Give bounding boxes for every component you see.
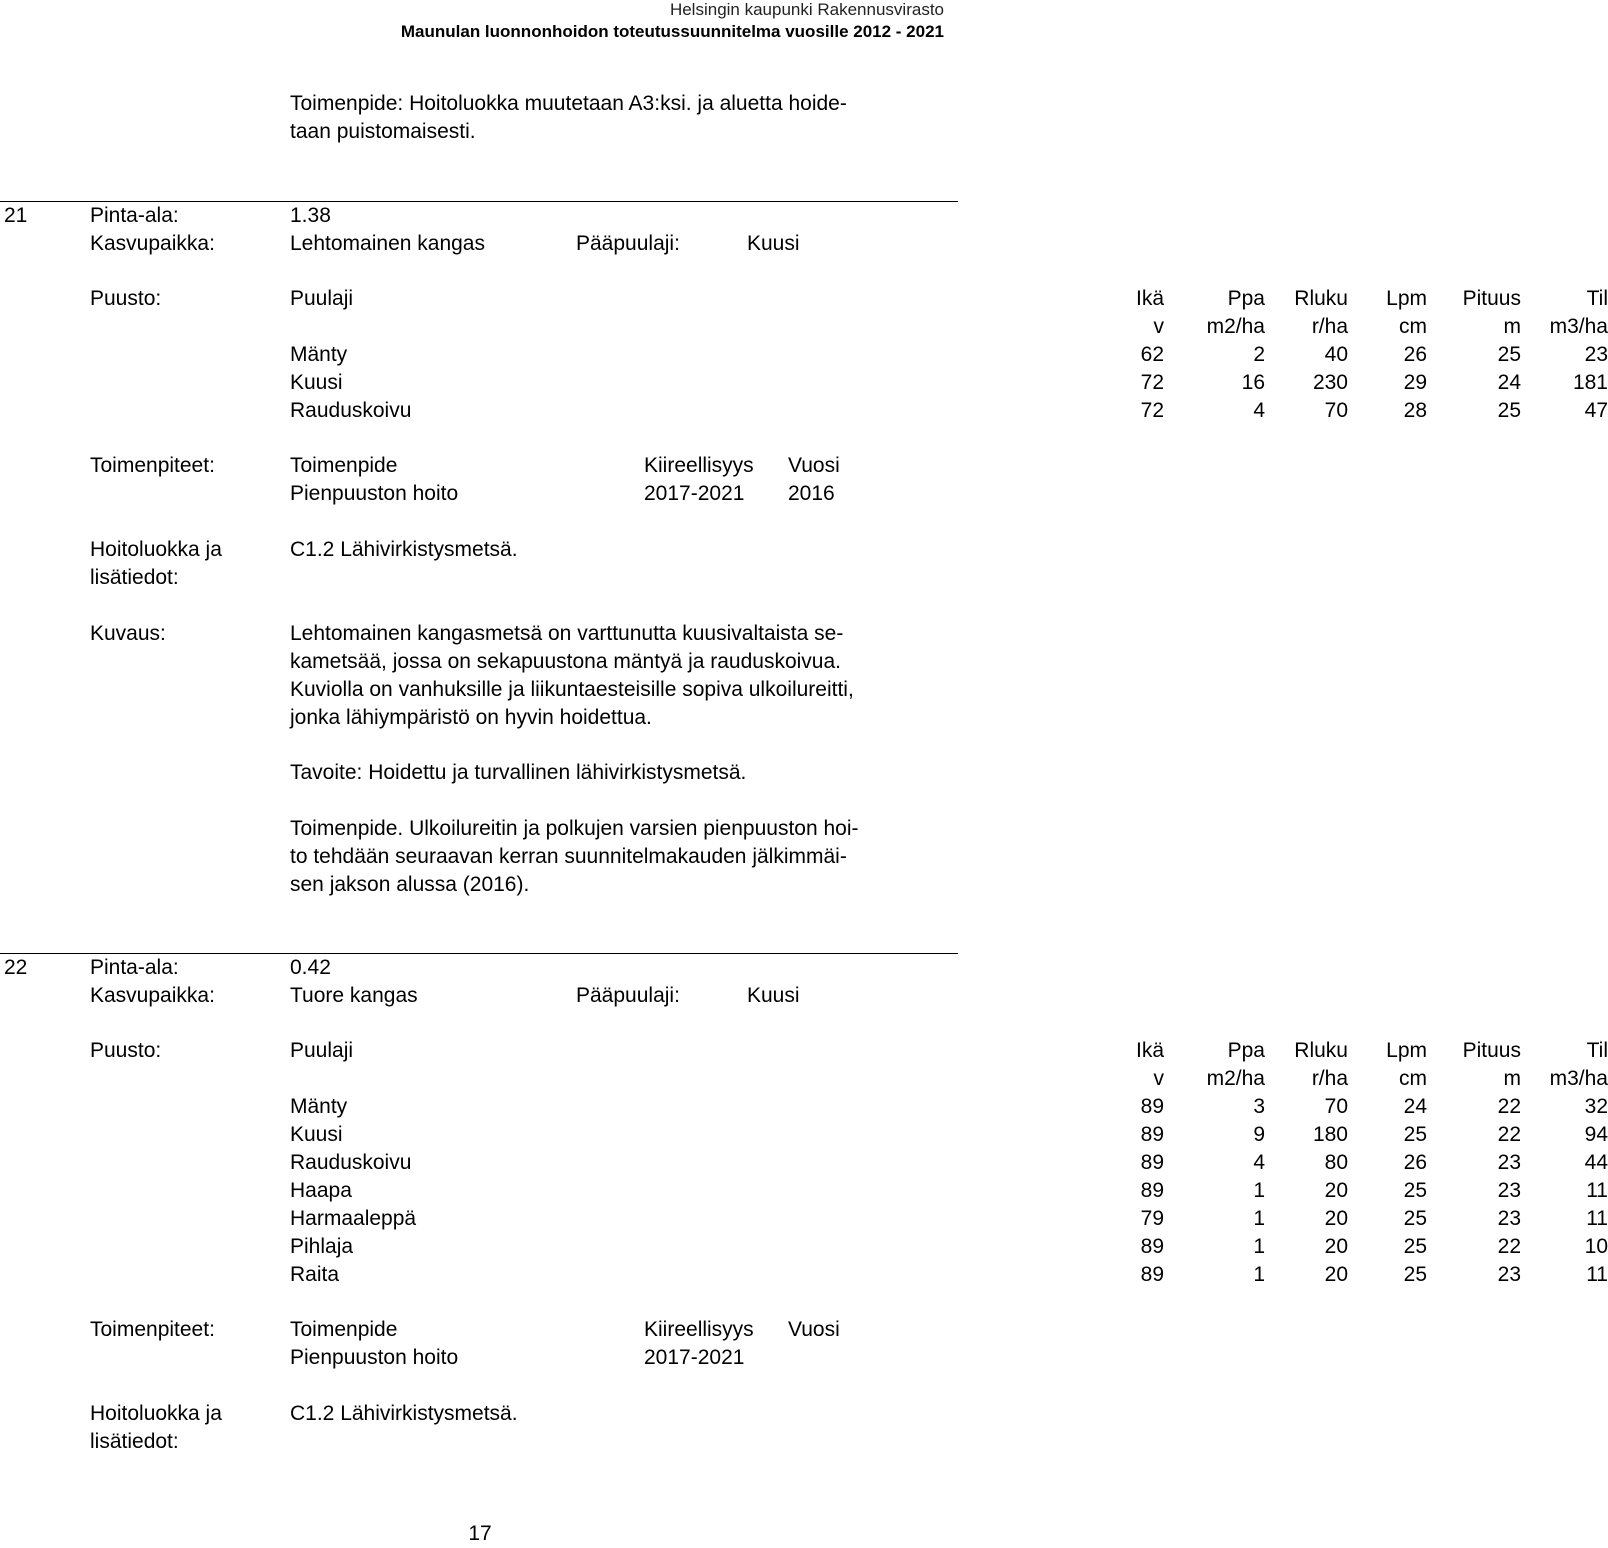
- header-document-title: Maunulan luonnonhoidon toteutussuunnitelma vuosille 2012 - 2021: [400, 22, 944, 41]
- kuvaus-paragraph: [290, 620, 958, 732]
- pinta-ala-value: 1.38: [290, 204, 331, 227]
- action-header-kiireellisyys: Kiireellisyys: [644, 1318, 754, 1341]
- table-cell: 11: [1586, 1263, 1608, 1286]
- column-unit: cm: [1399, 1067, 1427, 1090]
- table-row: [290, 1205, 1608, 1233]
- action-year: 2016: [788, 482, 835, 505]
- table-cell: 89: [1140, 1151, 1164, 1174]
- table-cell: 62: [1140, 343, 1164, 366]
- table-row: [290, 369, 1608, 397]
- lisatiedot-label: lisätiedot:: [90, 1430, 179, 1453]
- table-cell: 25: [1403, 1179, 1427, 1202]
- table-cell: Rauduskoivu: [290, 1151, 412, 1174]
- toimenpide-line: Toimenpide. Ulkoilureitin ja polkujen varsien pienpuuston hoi-: [290, 817, 859, 840]
- kasvupaikka-value: Lehtomainen kangas: [290, 232, 485, 255]
- column-unit: v: [1153, 315, 1164, 338]
- section-number: 21: [4, 204, 28, 227]
- table-cell: 1: [1253, 1235, 1265, 1258]
- action-header-toimenpide: Toimenpide: [290, 1318, 398, 1341]
- table-unit-row: [290, 313, 1608, 341]
- hoitoluokka-value: C1.2 Lähivirkistysmetsä.: [290, 538, 518, 561]
- table-cell: Mänty: [290, 1095, 348, 1118]
- kasvupaikka-label: Kasvupaikka:: [90, 984, 215, 1007]
- kasvupaikka-value: Tuore kangas: [290, 984, 418, 1007]
- puusto-label: Puusto:: [90, 287, 162, 310]
- section-number: 22: [4, 956, 28, 979]
- column-header: Lpm: [1386, 1039, 1427, 1062]
- paapuulaji-label: Pääpuulaji:: [576, 984, 680, 1007]
- intro-line-2: taan puistomaisesti.: [290, 120, 476, 143]
- intro-line-1: Toimenpide: Hoitoluokka muutetaan A3:ksi. ja aluetta hoide-: [290, 92, 847, 115]
- kuvaus-line: jonka lähiympäristö on hyvin hoidettua.: [290, 706, 652, 729]
- table-cell: 80: [1324, 1151, 1348, 1174]
- table-cell: 89: [1140, 1095, 1164, 1118]
- action-urgency: 2017-2021: [644, 1346, 745, 1369]
- table-cell: 1: [1253, 1207, 1265, 1230]
- table-cell: 25: [1403, 1123, 1427, 1146]
- table-cell: Haapa: [290, 1179, 352, 1202]
- table-cell: Kuusi: [290, 1123, 343, 1146]
- table-cell: 70: [1324, 1095, 1348, 1118]
- table-row: [290, 397, 1608, 425]
- table-cell: 23: [1584, 343, 1608, 366]
- column-unit: m2/ha: [1206, 315, 1265, 338]
- table-cell: 11: [1586, 1207, 1608, 1230]
- table-cell: 20: [1324, 1179, 1348, 1202]
- table-cell: 29: [1403, 371, 1427, 394]
- column-header: Ikä: [1135, 1039, 1164, 1062]
- header-organization: Helsingin kaupunki Rakennusvirasto: [669, 0, 944, 19]
- table-cell: 89: [1140, 1235, 1164, 1258]
- table-cell: 40: [1324, 343, 1348, 366]
- column-unit: cm: [1399, 315, 1427, 338]
- table-cell: 23: [1497, 1179, 1521, 1202]
- action-header-kiireellisyys: Kiireellisyys: [644, 454, 754, 477]
- column-header: Til: [1586, 1039, 1608, 1062]
- table-header-row: [290, 1037, 1608, 1065]
- table-cell: 181: [1572, 371, 1608, 394]
- column-header: Pituus: [1462, 1039, 1521, 1062]
- table-cell: 89: [1140, 1263, 1164, 1286]
- column-header: Puulaji: [290, 1039, 354, 1062]
- column-header: Ikä: [1135, 287, 1164, 310]
- action-header-toimenpide: Toimenpide: [290, 454, 398, 477]
- kuvaus-label: Kuvaus:: [90, 622, 166, 645]
- table-cell: 32: [1584, 1095, 1608, 1118]
- table-cell: 24: [1403, 1095, 1427, 1118]
- column-header: Til: [1586, 287, 1608, 310]
- table-cell: 25: [1403, 1263, 1427, 1286]
- column-unit: m: [1503, 315, 1521, 338]
- table-cell: 16: [1241, 371, 1265, 394]
- table-cell: 180: [1312, 1123, 1348, 1146]
- column-unit: r/ha: [1311, 1067, 1348, 1090]
- action-name: Pienpuuston hoito: [290, 1346, 459, 1369]
- tree-stand-table: [290, 285, 1608, 425]
- table-cell: 230: [1312, 371, 1348, 394]
- table-cell: 11: [1586, 1179, 1608, 1202]
- column-header: Lpm: [1386, 287, 1427, 310]
- table-cell: Pihlaja: [290, 1235, 354, 1258]
- table-row: [290, 1177, 1608, 1205]
- column-unit: r/ha: [1311, 315, 1348, 338]
- table-row: [290, 1233, 1608, 1261]
- table-cell: 70: [1324, 399, 1348, 422]
- table-row: [290, 1121, 1608, 1149]
- table-row: [290, 1149, 1608, 1177]
- table-cell: 47: [1584, 399, 1608, 422]
- column-header: Rluku: [1294, 287, 1348, 310]
- pinta-ala-label: Pinta-ala:: [90, 956, 179, 979]
- table-cell: 22: [1497, 1123, 1521, 1146]
- table-cell: 22: [1497, 1235, 1521, 1258]
- hoitoluokka-value: C1.2 Lähivirkistysmetsä.: [290, 1402, 518, 1425]
- tree-stand-table: [290, 1037, 1608, 1289]
- column-unit: m2/ha: [1206, 1067, 1265, 1090]
- table-cell: 26: [1403, 1151, 1427, 1174]
- table-cell: 20: [1324, 1207, 1348, 1230]
- column-header: Rluku: [1294, 1039, 1348, 1062]
- column-header: Puulaji: [290, 287, 354, 310]
- page-number: 17: [468, 1522, 492, 1545]
- table-cell: 89: [1140, 1179, 1164, 1202]
- table-cell: 72: [1140, 371, 1164, 394]
- table-cell: 2: [1253, 343, 1265, 366]
- paapuulaji-value: Kuusi: [747, 984, 800, 1007]
- table-cell: 79: [1140, 1207, 1164, 1230]
- toimenpide-paragraph: [290, 815, 958, 899]
- pinta-ala-value: 0.42: [290, 956, 331, 979]
- table-cell: 44: [1584, 1151, 1608, 1174]
- table-row: [290, 1261, 1608, 1289]
- table-cell: 1: [1253, 1263, 1265, 1286]
- kasvupaikka-label: Kasvupaikka:: [90, 232, 215, 255]
- column-unit: m: [1503, 1067, 1521, 1090]
- table-cell: 23: [1497, 1151, 1521, 1174]
- table-cell: 94: [1584, 1123, 1608, 1146]
- table-cell: 4: [1253, 1151, 1265, 1174]
- hoitoluokka-label: Hoitoluokka ja: [90, 538, 222, 561]
- column-header: Ppa: [1227, 1039, 1265, 1062]
- table-cell: 20: [1324, 1235, 1348, 1258]
- table-cell: 1: [1253, 1179, 1265, 1202]
- column-header: Ppa: [1227, 287, 1265, 310]
- table-cell: 9: [1253, 1123, 1265, 1146]
- table-cell: 24: [1497, 371, 1521, 394]
- table-cell: 23: [1497, 1263, 1521, 1286]
- paapuulaji-label: Pääpuulaji:: [576, 232, 680, 255]
- tavoite-text: Tavoite: Hoidettu ja turvallinen lähivirkistysmetsä.: [290, 761, 747, 784]
- kuvaus-line: Lehtomainen kangasmetsä on varttunutta kuusivaltaista se-: [290, 622, 844, 645]
- puusto-label: Puusto:: [90, 1039, 162, 1062]
- action-name: Pienpuuston hoito: [290, 482, 459, 505]
- table-cell: 25: [1403, 1207, 1427, 1230]
- toimenpiteet-label: Toimenpiteet:: [90, 1318, 215, 1341]
- toimenpide-line: sen jakson alussa (2016).: [290, 873, 530, 896]
- column-unit: v: [1153, 1067, 1164, 1090]
- table-cell: 26: [1403, 343, 1427, 366]
- table-cell: 23: [1497, 1207, 1521, 1230]
- table-cell: Mänty: [290, 343, 348, 366]
- table-cell: Raita: [290, 1263, 340, 1286]
- toimenpiteet-label: Toimenpiteet:: [90, 454, 215, 477]
- table-cell: 3: [1253, 1095, 1265, 1118]
- table-cell: 25: [1403, 1235, 1427, 1258]
- table-cell: 10: [1584, 1235, 1608, 1258]
- table-row: [290, 1093, 1608, 1121]
- column-unit: m3/ha: [1549, 1067, 1608, 1090]
- lisatiedot-label: lisätiedot:: [90, 566, 179, 589]
- table-header-row: [290, 285, 1608, 313]
- table-cell: Kuusi: [290, 371, 343, 394]
- action-header-vuosi: Vuosi: [788, 454, 840, 477]
- table-cell: 22: [1497, 1095, 1521, 1118]
- paapuulaji-value: Kuusi: [747, 232, 800, 255]
- table-cell: 25: [1497, 399, 1521, 422]
- table-unit-row: [290, 1065, 1608, 1093]
- action-urgency: 2017-2021: [644, 482, 745, 505]
- table-cell: 72: [1140, 399, 1164, 422]
- table-row: [290, 341, 1608, 369]
- kuvaus-line: Kuviolla on vanhuksille ja liikuntaesteisille sopiva ulkoilureitti,: [290, 678, 854, 701]
- column-header: Pituus: [1462, 287, 1521, 310]
- table-cell: 25: [1497, 343, 1521, 366]
- action-header-vuosi: Vuosi: [788, 1318, 840, 1341]
- kuvaus-line: kametsää, jossa on sekapuustona mäntyä ja rauduskoivua.: [290, 650, 841, 673]
- hoitoluokka-label: Hoitoluokka ja: [90, 1402, 222, 1425]
- table-cell: 20: [1324, 1263, 1348, 1286]
- pinta-ala-label: Pinta-ala:: [90, 204, 179, 227]
- column-unit: m3/ha: [1549, 315, 1608, 338]
- toimenpide-line: to tehdään seuraavan kerran suunnitelmakauden jälkimmäi-: [290, 845, 847, 868]
- table-cell: 4: [1253, 399, 1265, 422]
- table-cell: Harmaaleppä: [290, 1207, 417, 1230]
- table-cell: 89: [1140, 1123, 1164, 1146]
- table-cell: 28: [1403, 399, 1427, 422]
- table-cell: Rauduskoivu: [290, 399, 412, 422]
